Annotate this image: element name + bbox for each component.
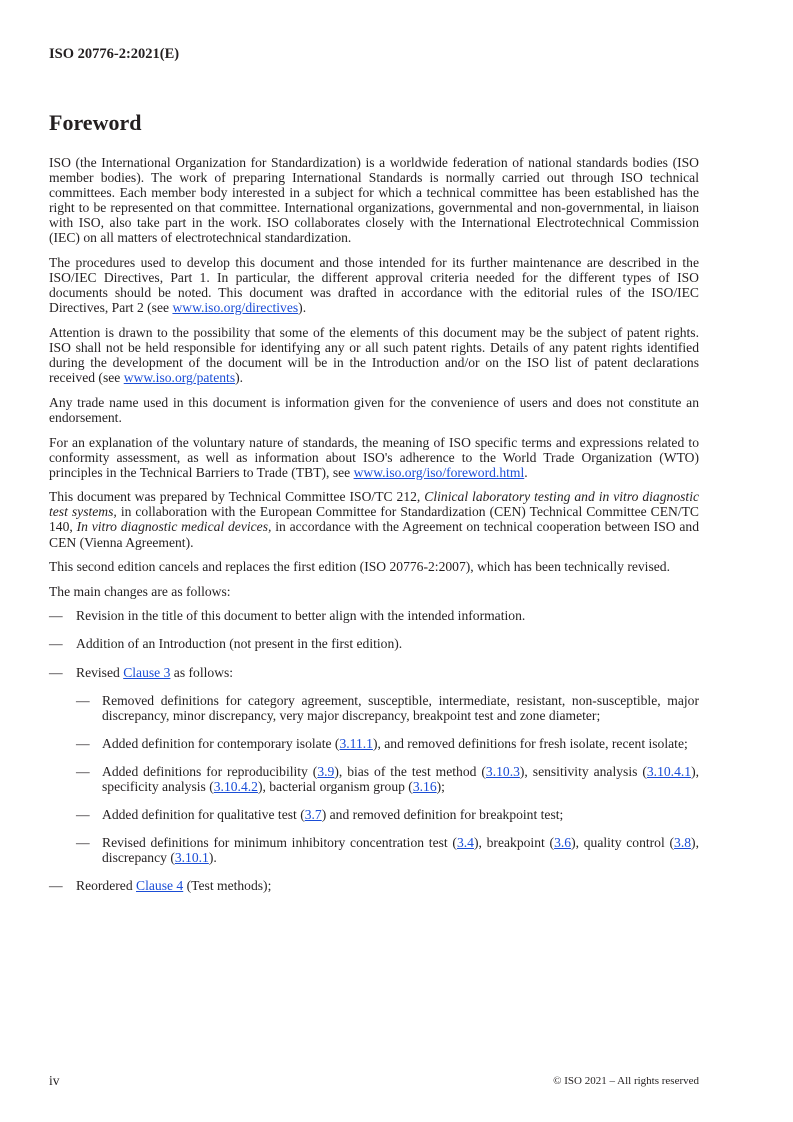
list-dash: — bbox=[49, 664, 63, 680]
text: For an explanation of the voluntary nature of standards, the meaning of ISO specific terms and expressions related to conformity assessment, as well as information about ISO's adherence to the World Trade Organization (WTO) principles in the Technical Barriers to Trade (TBT), see bbox=[49, 434, 699, 480]
sub-list-item bbox=[76, 835, 699, 865]
paragraph bbox=[49, 395, 699, 425]
reference-link[interactable]: www.iso.org/patents bbox=[123, 370, 236, 386]
reference-link[interactable]: 3.9 bbox=[317, 763, 335, 779]
reference-link[interactable]: 3.10.1 bbox=[174, 850, 209, 866]
text: ); bbox=[436, 779, 445, 794]
text: ). bbox=[208, 850, 217, 866]
italic-text: In vitro diagnostic medical devices, bbox=[76, 519, 272, 535]
paragraph bbox=[49, 255, 699, 315]
text: in collaboration with the European Committee for Standardization (CEN) Technical Committee CEN/TC 140, bbox=[49, 504, 699, 535]
reference-link[interactable]: 3.16 bbox=[412, 779, 437, 794]
paragraph bbox=[49, 489, 699, 549]
text: This second edition cancels and replaces the first edition (ISO 20776-2:2007), which has been technically revised. bbox=[49, 559, 670, 575]
list-dash: — bbox=[76, 807, 90, 823]
text: in accordance with the Agreement on technical cooperation between ISO and CEN (Vienna Agreement). bbox=[49, 519, 700, 550]
list-dash: — bbox=[49, 878, 63, 894]
list-item bbox=[49, 608, 699, 623]
paragraph bbox=[49, 155, 699, 246]
text: The main changes are as follows: bbox=[49, 583, 231, 599]
list-dash: — bbox=[76, 735, 90, 751]
list-dash: — bbox=[49, 608, 63, 624]
text: Any trade name used in this document is information given for the convenience of users and does not constitute an endorsement. bbox=[49, 394, 699, 425]
text: ), breakpoint ( bbox=[473, 835, 555, 851]
sub-list-item bbox=[76, 736, 699, 751]
reference-link[interactable]: 3.8 bbox=[674, 835, 692, 851]
reference-link[interactable]: www.iso.org/directives bbox=[172, 300, 299, 316]
document-id-header: ISO 20776-2:2021(E) bbox=[49, 46, 180, 62]
foreword-body bbox=[49, 155, 699, 906]
paragraph bbox=[49, 559, 699, 574]
sub-list-item bbox=[76, 764, 699, 794]
text: ), quality control ( bbox=[571, 835, 675, 851]
list-item bbox=[49, 636, 699, 651]
text: ). bbox=[298, 300, 307, 316]
list-dash: — bbox=[49, 636, 63, 652]
text: Added definitions for reproducibility ( bbox=[102, 763, 318, 779]
text: Addition of an Introduction (not present in the first edition). bbox=[76, 636, 403, 652]
text: ) and removed definition for breakpoint test; bbox=[321, 807, 564, 823]
reference-link[interactable]: 3.4 bbox=[456, 835, 474, 851]
text: ). bbox=[235, 370, 244, 386]
reference-link[interactable]: Clause 4 bbox=[136, 878, 184, 894]
reference-link[interactable]: Clause 3 bbox=[123, 664, 171, 680]
section-title: Foreword bbox=[49, 110, 142, 135]
text: Revised bbox=[76, 664, 124, 680]
reference-link[interactable]: 3.10.3 bbox=[485, 763, 520, 779]
text: ), bias of the test method ( bbox=[334, 763, 486, 779]
italic-text: Clinical laboratory testing and in vitro diagnostic test systems, bbox=[49, 489, 699, 520]
list-dash: — bbox=[76, 835, 90, 851]
text: Revised definitions for minimum inhibitory concentration test ( bbox=[102, 835, 457, 851]
paragraph bbox=[49, 584, 699, 599]
text: Revision in the title of this document to better align with the intended information. bbox=[76, 608, 526, 624]
list-item bbox=[49, 665, 699, 680]
reference-link[interactable]: 3.10.4.1 bbox=[646, 763, 692, 779]
paragraph bbox=[49, 325, 699, 385]
text: The procedures used to develop this document and those intended for its further maintenance are described in the ISO/IEC Directives, Part 1. In particular, the different approval criteria needed for the different types of ISO documents should be noted. This document was drafted in accordance with the editorial rules of the ISO/IEC Directives, Part 2 (see bbox=[49, 255, 699, 316]
text: This document was prepared by Technical Committee ISO/TC 212, bbox=[49, 489, 425, 505]
text: Added definition for qualitative test ( bbox=[102, 807, 305, 823]
text: ), discrepancy ( bbox=[102, 835, 699, 866]
text: Reordered bbox=[76, 878, 137, 894]
text: . bbox=[524, 464, 528, 480]
reference-link[interactable]: www.iso.org/iso/foreword.html bbox=[353, 464, 525, 480]
paragraph bbox=[49, 435, 699, 480]
text: as follows: bbox=[170, 664, 234, 680]
text: Added definition for contemporary isolate ( bbox=[102, 735, 340, 751]
sub-list-item bbox=[76, 693, 699, 723]
reference-link[interactable]: 3.11.1 bbox=[339, 735, 373, 751]
reference-link[interactable]: 3.6 bbox=[554, 835, 572, 851]
text: ), specificity analysis ( bbox=[102, 763, 699, 794]
text: ), and removed definitions for fresh isolate, recent isolate; bbox=[372, 735, 688, 751]
text: ISO (the International Organization for Standardization) is a worldwide federation of national standards bodies (ISO member bodies). The work of preparing International Standards is normally carried out through ISO technical committees. Each member body interested in a subject for which a technical committee has been established has the right to be represented on that committee. International organizations, governmental and non-governmental, in liaison with ISO, also take part in the work. ISO collaborates closely with the International Electrotechnical Commission (IEC) on all matters of electrotechnical standardization. bbox=[49, 155, 699, 246]
reference-link[interactable]: 3.10.4.2 bbox=[213, 779, 258, 794]
list-dash: — bbox=[76, 763, 90, 779]
text: Attention is drawn to the possibility that some of the elements of this document may be the subject of patent rights. ISO shall not be held responsible for identifying any or all such patent rights. Details of any patent rights identified during the development of the document will be in the Introduction and/or on the ISO list of patent declarations received (see bbox=[49, 324, 699, 386]
reference-link[interactable]: 3.7 bbox=[304, 807, 322, 823]
page-number: iv bbox=[49, 1073, 60, 1088]
copyright-notice: © ISO 2021 – All rights reserved bbox=[553, 1075, 699, 1087]
text: (Test methods); bbox=[183, 878, 272, 894]
sub-list-item bbox=[76, 807, 699, 822]
text: ), bacterial organism group ( bbox=[257, 779, 413, 794]
text: Removed definitions for category agreement, susceptible, intermediate, resistant, non-susceptible, major discrepancy, minor discrepancy, very major discrepancy, breakpoint test and zone diameter; bbox=[102, 692, 699, 723]
list-dash: — bbox=[76, 692, 90, 708]
text: ), sensitivity analysis ( bbox=[519, 763, 647, 779]
list-item bbox=[49, 878, 699, 893]
